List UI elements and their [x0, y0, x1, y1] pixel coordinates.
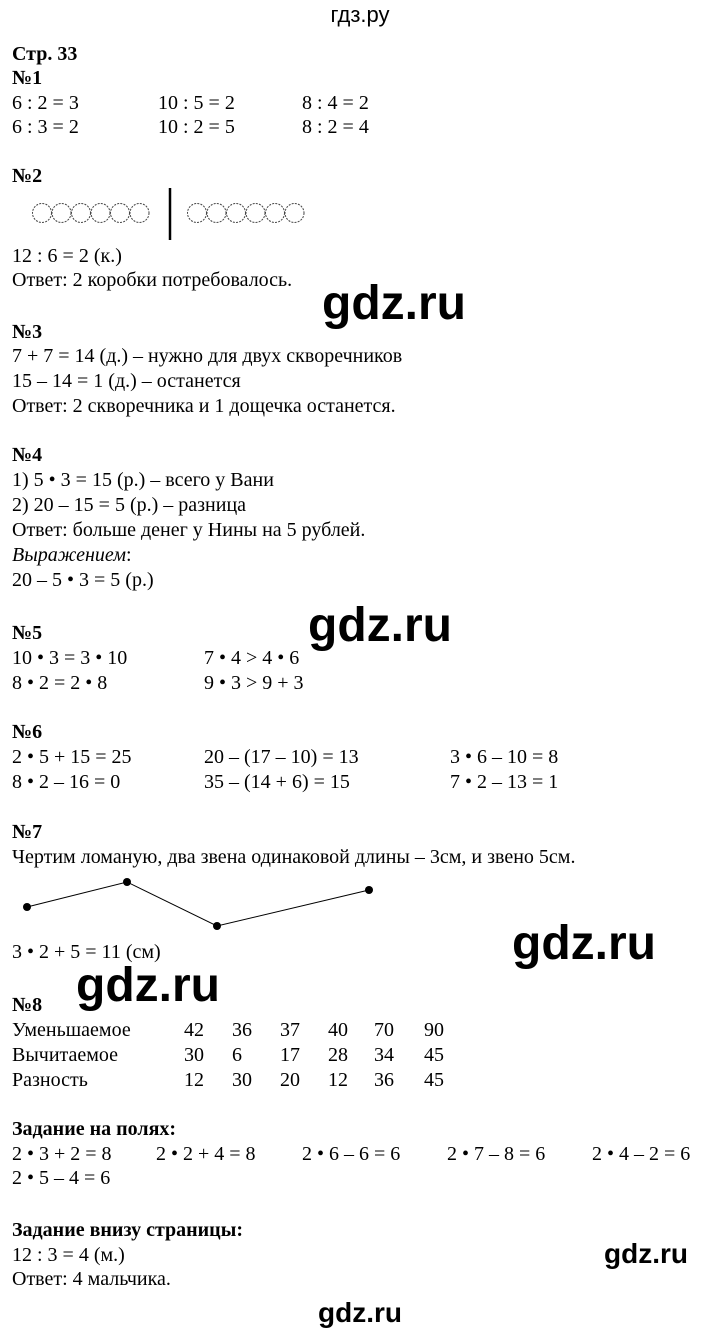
circle-item [72, 204, 91, 223]
margin-task-item: 2 • 6 – 6 = 6 [302, 1143, 401, 1165]
bottom-task-line1: 12 : 3 = 4 (м.) [12, 1244, 125, 1266]
table-cell: 45 [424, 1044, 444, 1066]
table-cell: 42 [184, 1019, 204, 1041]
table-cell: 40 [328, 1019, 348, 1041]
task2-circles-diagram [0, 186, 320, 242]
expression-label-text: Выражением [12, 544, 127, 566]
task4-expression-label [12, 543, 132, 567]
table-cell: 34 [374, 1044, 394, 1066]
task6-cell: 35 – (14 + 6) = 15 [204, 771, 350, 793]
task4-line1: 1) 5 • 3 = 15 (р.) – всего у Вани [12, 469, 274, 491]
task5-cell: 10 • 3 = 3 • 10 [12, 647, 128, 669]
task7-text: Чертим ломаную, два звена одинаковой длины – 3см, и звено 5см. [12, 846, 576, 868]
task1-title: №1 [12, 67, 43, 89]
task8-title: №8 [12, 994, 43, 1016]
task4-title: №4 [12, 444, 43, 466]
table-cell: 17 [280, 1044, 300, 1066]
circle-item [266, 204, 285, 223]
table-cell: 6 [232, 1044, 242, 1066]
table-cell: 30 [184, 1044, 204, 1066]
table-row-label: Уменьшаемое [12, 1019, 131, 1041]
watermark: gdz.ru [76, 959, 220, 1012]
task2-line2: Ответ: 2 коробки потребовалось. [12, 269, 293, 291]
table-row-label: Вычитаемое [12, 1044, 119, 1066]
polyline-vertex [365, 886, 373, 894]
circle-item [91, 204, 110, 223]
table-cell: 12 [328, 1069, 348, 1091]
task5-cell: 8 • 2 = 2 • 8 [12, 672, 108, 694]
circle-item [285, 204, 304, 223]
circle-item [130, 204, 149, 223]
task4-expression: 20 – 5 • 3 = 5 (р.) [12, 569, 154, 591]
task3-line3: Ответ: 2 скворечника и 1 дощечка останется. [12, 395, 396, 417]
polyline-vertex [123, 878, 131, 886]
circle-item [207, 204, 226, 223]
table-cell: 28 [328, 1044, 348, 1066]
task7-title: №7 [12, 821, 43, 843]
table-row-label: Разность [12, 1069, 88, 1091]
task3-line2: 15 – 14 = 1 (д.) – останется [12, 370, 241, 392]
task1-cell: 6 : 3 = 2 [12, 116, 79, 138]
task1-cell: 8 : 2 = 4 [302, 116, 369, 138]
polyline-vertex [213, 922, 221, 930]
watermark: gdz.ru [604, 1238, 688, 1269]
circle-item [246, 204, 265, 223]
table-cell: 30 [232, 1069, 252, 1091]
task2-title: №2 [12, 165, 43, 187]
table-cell: 20 [280, 1069, 300, 1091]
margin-task-item: 2 • 2 + 4 = 8 [156, 1143, 256, 1165]
task3-line1: 7 + 7 = 14 (д.) – нужно для двух скворечников [12, 345, 403, 367]
task3-title: №3 [12, 321, 43, 343]
table-cell: 45 [424, 1069, 444, 1091]
table-cell: 70 [374, 1019, 394, 1041]
task6-cell: 7 • 2 – 13 = 1 [450, 771, 559, 793]
task1-cell: 10 : 2 = 5 [158, 116, 235, 138]
margin-task-item: 2 • 5 – 4 = 6 [12, 1167, 111, 1189]
task1-cell: 6 : 2 = 3 [12, 92, 79, 114]
task4-line2: 2) 20 – 15 = 5 (р.) – разница [12, 494, 247, 516]
circles-group-left [33, 204, 150, 223]
task1-cell: 10 : 5 = 2 [158, 92, 235, 114]
task5-title: №5 [12, 622, 43, 644]
table-cell: 36 [374, 1069, 394, 1091]
table-cell: 90 [424, 1019, 444, 1041]
expression-label-colon: : [126, 544, 132, 566]
task6-title: №6 [12, 721, 43, 743]
task6-cell: 8 • 2 – 16 = 0 [12, 771, 121, 793]
polyline [27, 882, 369, 926]
task4-line3: Ответ: больше денег у Нины на 5 рублей. [12, 519, 366, 541]
watermark: gdz.ru [322, 277, 466, 330]
task5-cell: 7 • 4 > 4 • 6 [204, 647, 300, 669]
circle-item [111, 204, 130, 223]
margin-task-item: 2 • 3 + 2 = 8 [12, 1143, 112, 1165]
task6-cell: 20 – (17 – 10) = 13 [204, 746, 359, 768]
task6-cell: 3 • 6 – 10 = 8 [450, 746, 559, 768]
site-header: гдз.ру [330, 2, 390, 27]
watermark: gdz.ru [308, 599, 452, 652]
task7-calc: 3 • 2 + 5 = 11 (см) [12, 941, 161, 963]
table-cell: 37 [280, 1019, 300, 1041]
bottom-task-title: Задание внизу страницы: [12, 1219, 243, 1241]
table-cell: 12 [184, 1069, 204, 1091]
circle-item [188, 204, 207, 223]
circle-item [52, 204, 71, 223]
task2-line1: 12 : 6 = 2 (к.) [12, 245, 122, 267]
margin-task-item: 2 • 4 – 2 = 6 [592, 1143, 691, 1165]
table-cell: 36 [232, 1019, 252, 1041]
circles-group-right [188, 204, 305, 223]
margin-task-title: Задание на полях: [12, 1118, 177, 1140]
task1-cell: 8 : 4 = 2 [302, 92, 369, 114]
watermark-footer: gdz.ru [318, 1297, 402, 1328]
watermark: gdz.ru [512, 917, 656, 970]
task6-cell: 2 • 5 + 15 = 25 [12, 746, 132, 768]
margin-task-item: 2 • 7 – 8 = 6 [447, 1143, 546, 1165]
circle-item [33, 204, 52, 223]
polyline-vertex [23, 903, 31, 911]
bottom-task-line2: Ответ: 4 мальчика. [12, 1268, 171, 1290]
polyline-drawing [0, 870, 400, 940]
circle-item [227, 204, 246, 223]
task5-cell: 9 • 3 > 9 + 3 [204, 672, 304, 694]
page-number: Стр. 33 [12, 43, 78, 65]
